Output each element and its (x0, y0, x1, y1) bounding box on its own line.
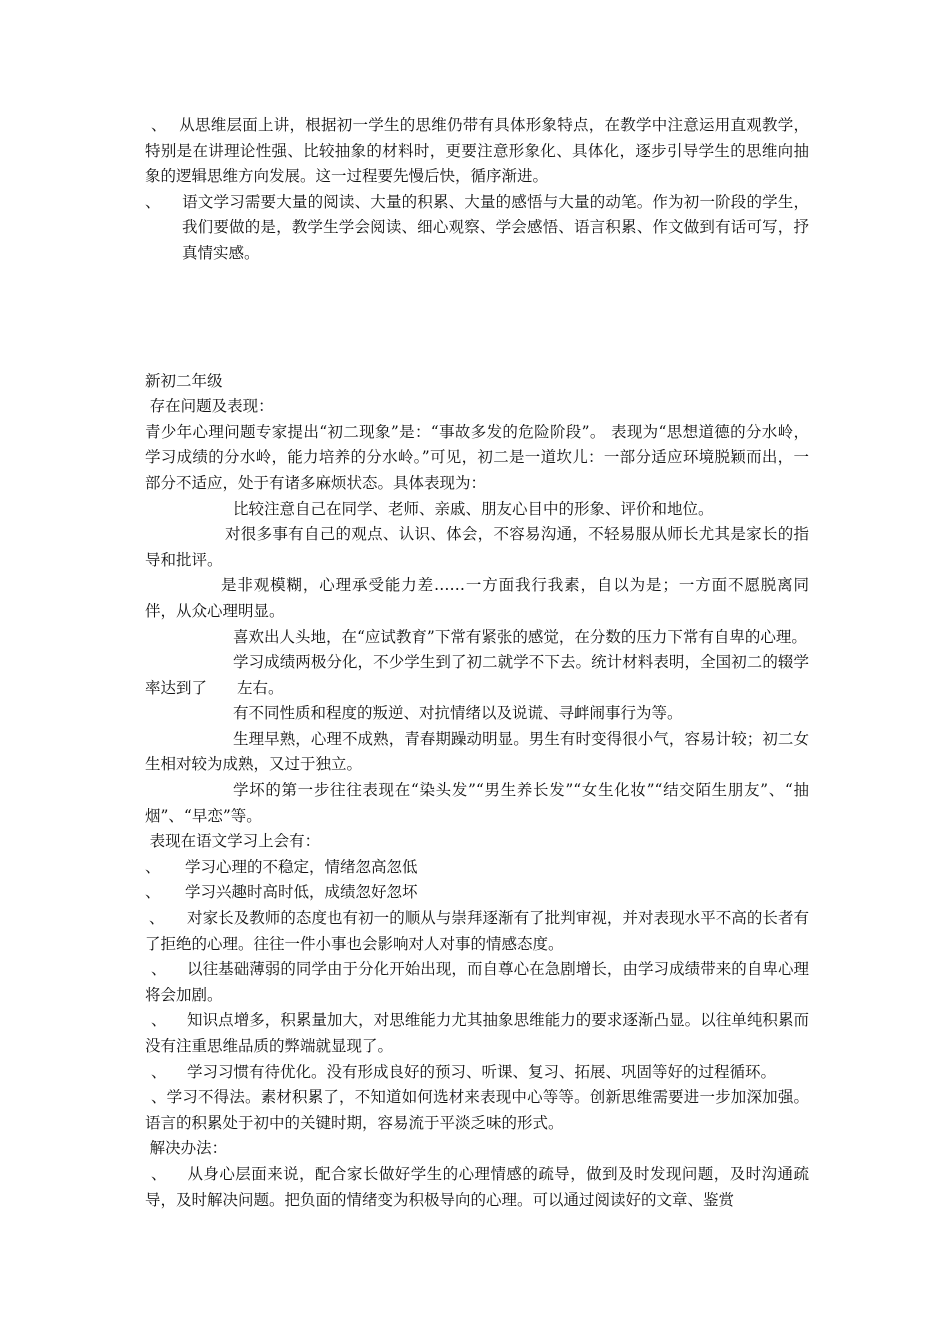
trait-tail: 左右。 (237, 678, 284, 697)
item-marker: 、 (151, 1062, 167, 1081)
chinese-item (145, 1008, 809, 1059)
chinese-item (145, 855, 809, 881)
trait-item: 学坏的第一步往往表现在“染头发”“男生养长发”“女生化妆”“结交陌生朋友”、“抽烟”、“早恋”等。 (145, 781, 809, 825)
list-item-reading (145, 190, 809, 267)
item-marker: 、 (151, 1011, 167, 1030)
trait-item: 有不同性质和程度的叛逆、对抗情绪以及说谎、寻衅闹事行为等。 (233, 704, 683, 723)
trait-item: 生理早熟，心理不成熟，青春期躁动明显。男生有时变得很小气，容易计较；初二女生相对较为成熟，又过于独立。 (145, 729, 809, 774)
method-paragraph: 、学习不得法。素材积累了，不知道如何选材来表现中心等等。创新思维需要进一步加深加强。语言的积累处于初中的关键时期，容易流于平淡乏味的形式。 (145, 1088, 809, 1132)
section-title: 新初二年级 (145, 371, 223, 390)
item-marker: 、 (149, 909, 165, 928)
trait-item (145, 650, 809, 701)
trait-item: 喜欢出人头地，在“应试教育”下常有紧张的感觉，在分数的压力下常有自卑的心理。 (233, 627, 807, 646)
item-text: 知识点增多，积累量加大，对思维能力尤其抽象思维能力的要求逐渐凸显。以往单纯积累而没有注重思维品质的弊端就显现了。 (145, 1011, 809, 1055)
chinese-item (145, 906, 809, 957)
item-marker: 、 (151, 116, 167, 134)
trait-item: 是非观模糊，心理承受能力差……一方面我行我素，自以为是；一方面不愿脱离同伴，从众心理明显。 (145, 576, 809, 620)
trait-item: 对很多事有自己的观点、认识、体会，不容易沟通，不轻易服从师长尤其是家长的指导和批评。 (145, 525, 809, 569)
intro-paragraph: 青少年心理问题专家提出“初二现象”是：“事故多发的危险阶段”。 表现为“思想道德的分水岭，学习成绩的分水岭，能力培养的分水岭。”可见，初二是一道坎儿：一部分适应环境脱颖而出，一部分不适应，处于有诸多麻烦状态。具体表现为： (145, 422, 809, 492)
document-body (145, 113, 809, 1213)
item-text: 从身心层面来说，配合家长做好学生的心理情感的疏导，做到及时发现问题，及时沟通疏导，及时解决问题。把负面的情绪变为积极导向的心理。可以通过阅读好的文章、鉴赏 (145, 1164, 809, 1209)
item-marker: 、 (151, 1164, 167, 1183)
chinese-item (145, 880, 809, 906)
item-marker: 、 (145, 857, 161, 876)
problems-heading: 存在问题及表现： (149, 397, 274, 416)
item-text: 从思维层面上讲，根据初一学生的思维仍带有具体形象特点，在教学中注意运用直观教学，特别是在讲理论性强、比较抽象的材料时，更要注意形象化、具体化，逐步引导学生的思维向抽象的逻辑思维方向发展。这一过程要先慢后快，循序渐进。 (145, 116, 809, 186)
item-marker: 、 (145, 192, 161, 211)
trait-item: 比较注意自己在同学、老师、亲戚、朋友心目中的形象、评价和地位。 (233, 499, 714, 518)
chinese-item (145, 957, 809, 1008)
solution-item (145, 1162, 809, 1213)
item-marker: 、 (145, 883, 161, 902)
chinese-item (145, 1060, 809, 1086)
chinese-heading: 表现在语文学习上会有： (149, 832, 321, 851)
item-text: 学习心理的不稳定，情绪忽高忽低 (185, 857, 418, 876)
item-text: 以往基础薄弱的同学由于分化开始出现，而自尊心在急剧增长，由学习成绩带来的自卑心理将会加剧。 (145, 960, 809, 1004)
item-marker: 、 (151, 960, 167, 979)
trait-text: 学习成绩两极分化，不少学生到了初二就学不下去。统计材料表明，全国初二的辍学率达到了 (145, 653, 809, 697)
solutions-heading: 解决办法： (149, 1139, 228, 1158)
item-text: 学习习惯有待优化。没有形成良好的预习、听课、复习、拓展、巩固等好的过程循环。 (187, 1062, 777, 1081)
section-gap (145, 267, 809, 369)
item-text: 语文学习需要大量的阅读、大量的积累、大量的感悟与大量的动笔。作为初一阶段的学生，我们要做的是，教学生学会阅读、细心观察、学会感悟、语言积累、作文做到有话可写，抒真情实感。 (182, 192, 809, 262)
list-item-thinking (145, 113, 809, 190)
item-text: 学习兴趣时高时低，成绩忽好忽坏 (185, 883, 418, 902)
item-text: 对家长及教师的态度也有初一的顺从与崇拜逐渐有了批判审视，并对表现水平不高的长者有了拒绝的心理。往往一件小事也会影响对人对事的情感态度。 (145, 909, 809, 953)
